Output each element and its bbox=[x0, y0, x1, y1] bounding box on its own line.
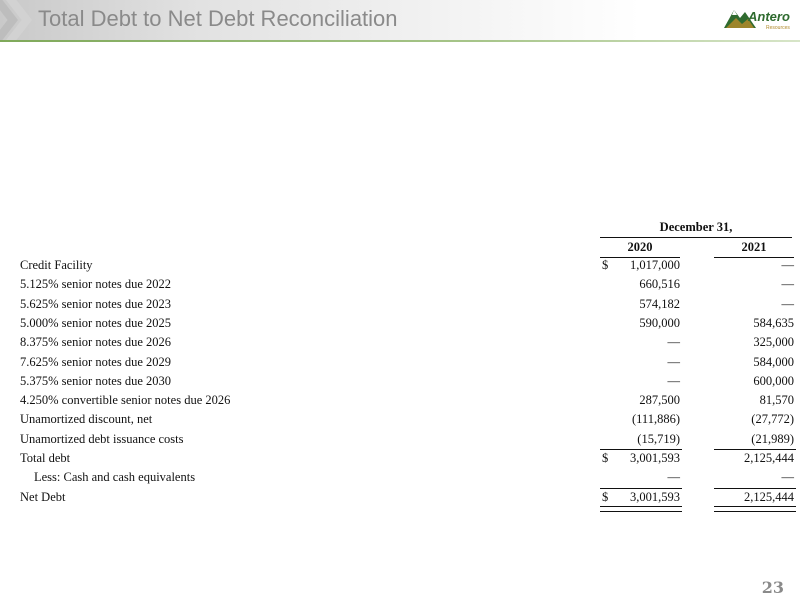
row-label: 5.000% senior notes due 2025 bbox=[20, 315, 172, 330]
currency-symbol: $ bbox=[602, 451, 609, 465]
company-logo bbox=[724, 4, 794, 36]
value-2020: — bbox=[667, 335, 680, 350]
subtotal-rule bbox=[714, 488, 796, 489]
value-2021: (27,772) bbox=[751, 412, 794, 427]
subtotal-rule bbox=[714, 449, 796, 450]
header-rule bbox=[0, 40, 800, 42]
column-header-2020: 2020 bbox=[600, 240, 680, 258]
row-label: 8.375% senior notes due 2026 bbox=[20, 335, 172, 350]
column-header-2021: 2021 bbox=[714, 240, 794, 258]
row-label: Unamortized debt issuance costs bbox=[20, 431, 184, 446]
value-2020: 287,500 bbox=[639, 393, 680, 408]
slide-header bbox=[0, 0, 800, 42]
table-row bbox=[20, 335, 794, 354]
row-label: Net Debt bbox=[20, 489, 66, 504]
page-title: Total Debt to Net Debt Reconciliation bbox=[38, 6, 398, 31]
value-2020: 3,001,593 bbox=[630, 489, 680, 504]
value-2021: — bbox=[781, 258, 794, 272]
currency-symbol: $ bbox=[602, 258, 609, 272]
total-double-rule bbox=[600, 506, 682, 512]
value-2021: 325,000 bbox=[753, 335, 794, 350]
row-label: Less: Cash and cash equivalents bbox=[34, 470, 196, 485]
table-row bbox=[20, 277, 794, 296]
table-row bbox=[20, 431, 794, 451]
row-label: 7.625% senior notes due 2029 bbox=[20, 354, 172, 369]
table-row bbox=[20, 451, 794, 470]
table-row bbox=[20, 296, 794, 316]
value-2021: 2,125,444 bbox=[744, 451, 794, 465]
table-row bbox=[20, 470, 794, 489]
currency-symbol: $ bbox=[602, 489, 609, 504]
row-label: 5.625% senior notes due 2023 bbox=[20, 296, 172, 311]
logo-wordmark: Antero bbox=[748, 9, 790, 24]
value-2021: (21,989) bbox=[751, 431, 794, 446]
value-2020: — bbox=[667, 470, 680, 485]
value-2021: 600,000 bbox=[753, 373, 794, 388]
value-2021: 81,570 bbox=[759, 393, 794, 408]
value-2021: 2,125,444 bbox=[744, 489, 794, 504]
row-label: Total debt bbox=[20, 451, 71, 465]
row-label: 5.375% senior notes due 2030 bbox=[20, 373, 172, 388]
value-2020: (15,719) bbox=[637, 431, 680, 446]
table-row bbox=[20, 412, 794, 431]
value-2020: 1,017,000 bbox=[630, 258, 680, 272]
value-2020: 574,182 bbox=[639, 296, 680, 311]
row-label: Unamortized discount, net bbox=[20, 412, 153, 427]
table-row bbox=[20, 315, 794, 335]
table-row bbox=[20, 373, 794, 393]
value-2021: — bbox=[781, 296, 794, 311]
total-double-rule bbox=[714, 506, 796, 512]
value-2020: — bbox=[667, 373, 680, 388]
logo-subtext: Resources bbox=[766, 25, 790, 31]
column-group-header: December 31, bbox=[600, 220, 792, 238]
table-row bbox=[20, 393, 794, 412]
row-label: Credit Facility bbox=[20, 258, 93, 272]
value-2020: 590,000 bbox=[639, 315, 680, 330]
page-number: 23 bbox=[761, 578, 784, 597]
row-label: 4.250% convertible senior notes due 2026 bbox=[20, 393, 231, 408]
subtotal-rule bbox=[600, 488, 682, 489]
row-label: 5.125% senior notes due 2022 bbox=[20, 277, 172, 292]
table-row bbox=[20, 258, 794, 277]
value-2020: — bbox=[667, 354, 680, 369]
value-2021: — bbox=[781, 277, 794, 292]
value-2020: 3,001,593 bbox=[630, 451, 680, 465]
value-2021: — bbox=[781, 470, 794, 485]
table-row bbox=[20, 354, 794, 374]
subtotal-rule bbox=[600, 449, 682, 450]
value-2021: 584,635 bbox=[753, 315, 794, 330]
value-2020: 660,516 bbox=[639, 277, 680, 292]
value-2020: (111,886) bbox=[631, 412, 680, 427]
value-2021: 584,000 bbox=[753, 354, 794, 369]
